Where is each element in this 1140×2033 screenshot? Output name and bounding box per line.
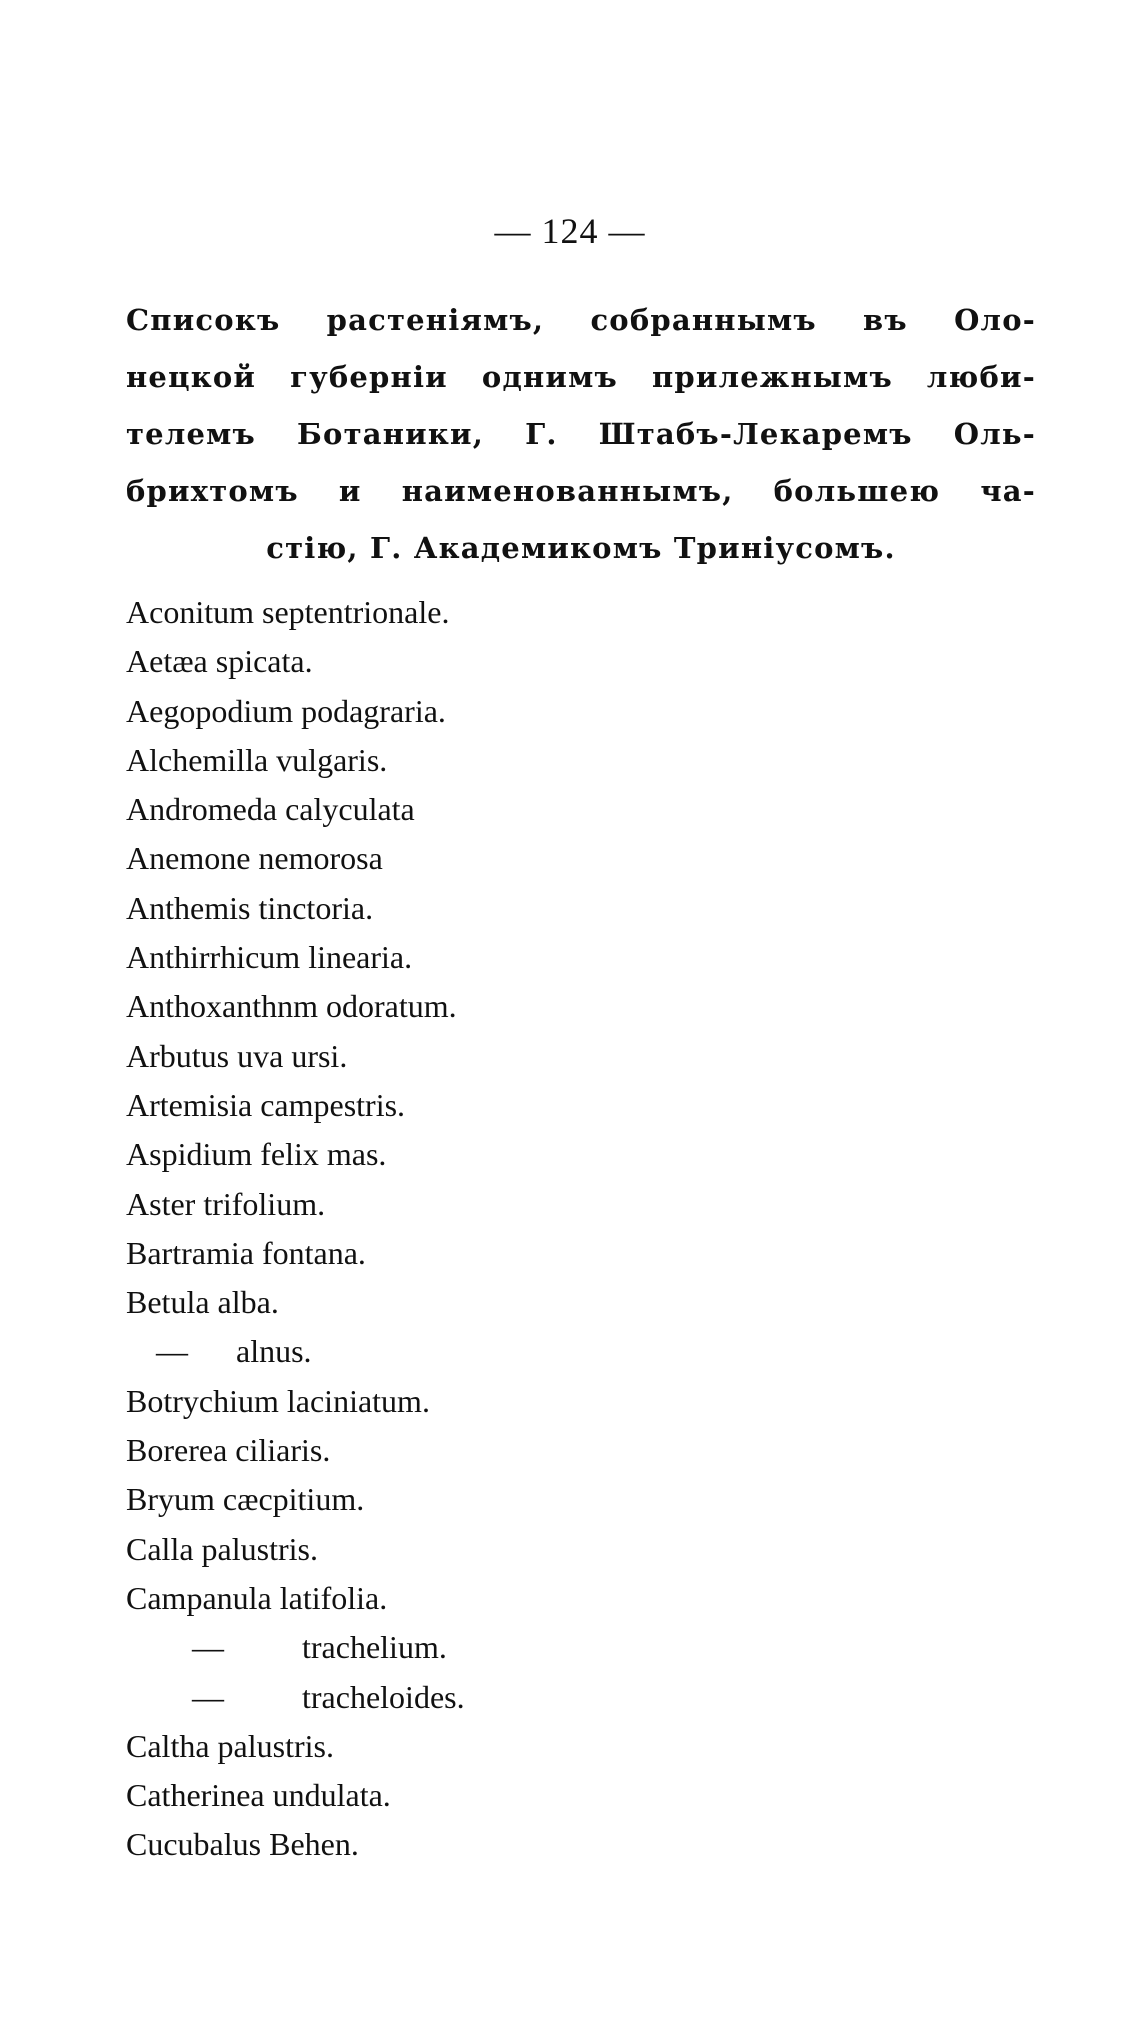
species-item: Arbutus uva ursi. bbox=[126, 1037, 348, 1074]
ditto-mark: — bbox=[156, 1333, 188, 1370]
species-epithet: alnus. bbox=[236, 1333, 312, 1370]
list-heading bbox=[126, 292, 1036, 577]
ditto-mark: — bbox=[192, 1629, 224, 1666]
species-item: Calla palustris. bbox=[126, 1530, 318, 1567]
species-item: Catherinea undulata. bbox=[126, 1777, 391, 1814]
page-number: — 124 — bbox=[494, 211, 646, 251]
species-item: Aetæa spicata. bbox=[126, 643, 313, 680]
species-item: Anthoxanthnm odoratum. bbox=[126, 988, 457, 1025]
species-item: Aconitum septentrionale. bbox=[126, 594, 450, 630]
species-item: Aster trifolium. bbox=[126, 1185, 326, 1222]
species-item-ditto bbox=[126, 1623, 826, 1672]
species-item: Aspidium felix mas. bbox=[126, 1136, 387, 1173]
species-item: Alchemilla vulgaris. bbox=[126, 741, 388, 778]
species-item: Anemone nemorosa bbox=[126, 840, 383, 877]
ditto-mark: — bbox=[192, 1678, 224, 1715]
species-item-ditto bbox=[126, 1673, 826, 1722]
species-epithet: trachelium. bbox=[302, 1629, 447, 1666]
heading-line: нецкой губерніи однимъ прилежнымъ люби- bbox=[126, 360, 1036, 394]
species-item-ditto bbox=[126, 1327, 826, 1376]
species-item: Aegopodium podagraria. bbox=[126, 692, 446, 729]
species-item: Artemisia campestris. bbox=[126, 1086, 406, 1123]
species-item: Anthirrhicum linearia. bbox=[126, 939, 413, 976]
species-item: Botrychium laciniatum. bbox=[126, 1382, 430, 1419]
species-item: Bartramia fontana. bbox=[126, 1234, 366, 1271]
species-item: Betula alba. bbox=[126, 1284, 279, 1321]
species-list bbox=[126, 588, 826, 1870]
species-item: Cucubalus Behen. bbox=[126, 1826, 359, 1863]
heading-line: телемъ Ботаники, Г. Штабъ-Лекаремъ Оль- bbox=[126, 417, 1036, 451]
species-epithet: tracheloides. bbox=[302, 1678, 465, 1715]
heading-line: стію, Г. Академикомъ Триніусомъ. bbox=[266, 531, 896, 565]
species-item: Caltha palustris. bbox=[126, 1727, 334, 1764]
species-item: Campanula latifolia. bbox=[126, 1579, 388, 1616]
heading-line: Списокъ растеніямъ, собраннымъ въ Оло- bbox=[126, 303, 1036, 337]
species-item: Bryum cæcpitium. bbox=[126, 1481, 365, 1518]
species-item: Andromeda calyculata bbox=[126, 791, 415, 828]
heading-line: брихтомъ и наименованнымъ, большею ча- bbox=[126, 474, 1036, 508]
species-item: Borerea ciliaris. bbox=[126, 1432, 331, 1469]
species-item: Anthemis tinctoria. bbox=[126, 889, 374, 926]
